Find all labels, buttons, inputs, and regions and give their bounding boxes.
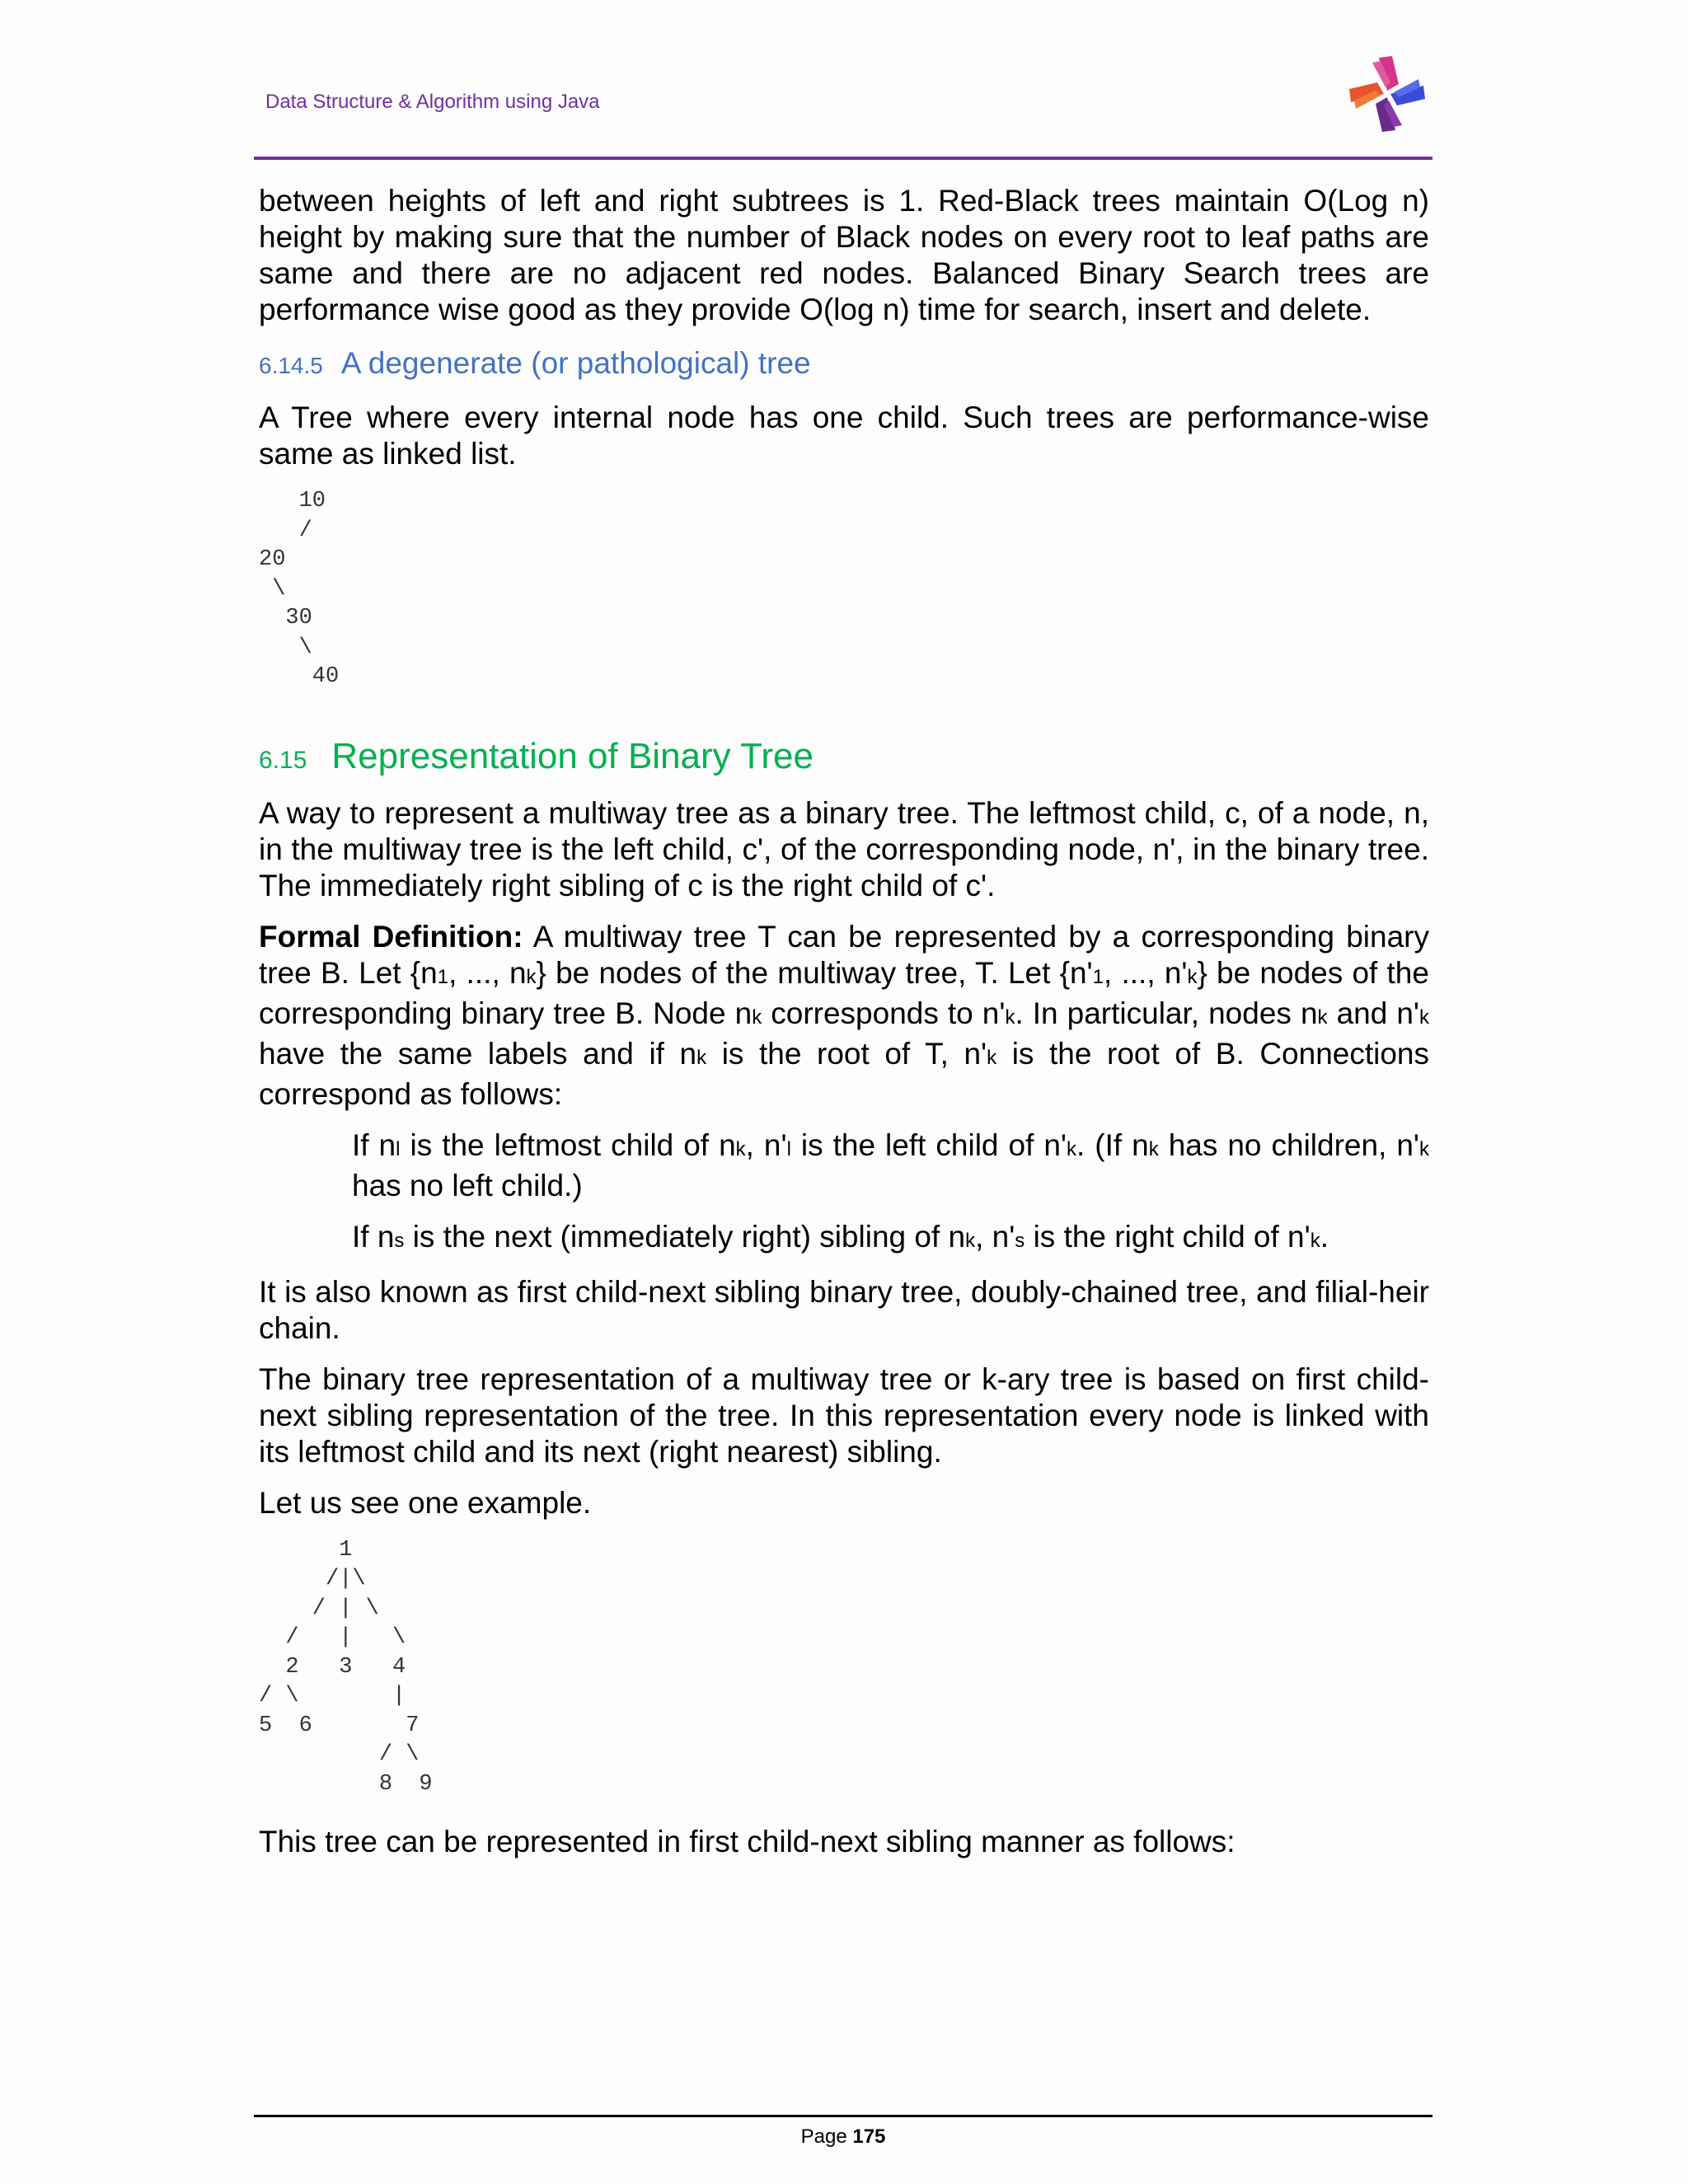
section-number: 6.15 (259, 746, 307, 774)
degenerate-tree-diagram: 10 / 20 \ 30 \ 40 (259, 489, 340, 689)
connection-rule-leftmost-child: If nl is the leftmost child of nk, n'l is the left child of n'k. (If nk has no children, n'k has no left child.) (352, 1127, 1429, 1202)
connection-rule-next-sibling: If ns is the next (immediately right) sibling of nk, n's is the right child of n'k. (352, 1219, 1329, 1254)
closing-paragraph: This tree can be represented in first child-next sibling manner as follows: (259, 1825, 1236, 1858)
page-number: Page 175 (800, 2125, 886, 2148)
section-heading-representation (259, 732, 1429, 785)
section-title: Representation of Binary Tree (331, 735, 814, 776)
representation-paragraph: A way to represent a multiway tree as a binary tree. The leftmost child, c, of a node, n, in the multiway tree is the left child, c', of the corresponding node, n', in the binary tree. The immediately right sibling of c is the right child of c'. (259, 795, 1429, 902)
also-known-as-paragraph: It is also known as first child-next sibling binary tree, doubly-chained tree, and filial-heir chain. (259, 1274, 1429, 1345)
multiway-tree-diagram: 1 /|\ / | \ / | \ 2 3 4 / \ | 5 6 7 / \ 8 9 (259, 1537, 433, 1797)
example-intro-paragraph: Let us see one example. (259, 1485, 592, 1520)
section-title: A degenerate (or pathological) tree (340, 346, 811, 380)
publisher-logo-icon (1342, 53, 1432, 135)
representation-basis-paragraph: The binary tree representation of a multiway tree or k-ary tree is based on first child-next sibling representation of the tree. In this representation every node is linked with its leftmost child and its next (right nearest) sibling. (259, 1361, 1429, 1469)
degenerate-tree-paragraph: A Tree where every internal node has one child. Such trees are performance-wise same as linked list. (259, 401, 1429, 471)
page-footer (254, 2115, 1432, 2148)
header-title: Data Structure & Algorithm using Java (265, 91, 600, 113)
formal-definition-label: Formal Definition: (259, 919, 523, 954)
page-content (259, 183, 1429, 1875)
section-number: 6.14.5 (259, 353, 323, 378)
section-heading-degenerate-tree (259, 343, 1429, 387)
intro-paragraph: between heights of left and right subtrees is 1. Red-Black trees maintain O(Log n) height by making sure that the number of Black nodes on every root to leaf paths are same and there are no adjacent red nodes. Balanced Binary Search trees are performance wise good as they provide O(log n) time for search, insert and delete. (259, 184, 1429, 326)
page-header (254, 49, 1432, 160)
formal-definition-paragraph: Formal Definition: A multiway tree T can be represented by a corresponding binary tree B. Let {n1, ..., nk} be nodes of the multiway tree, T. Let {n'1, ..., n'k} be nodes of the corresponding binary tree B. Node nk corresponds to n'k. In particular, nodes nk and n'k have the same labels and if nk is the root of T, n'k is the root of B. Connections correspond as follows: (259, 919, 1430, 1111)
